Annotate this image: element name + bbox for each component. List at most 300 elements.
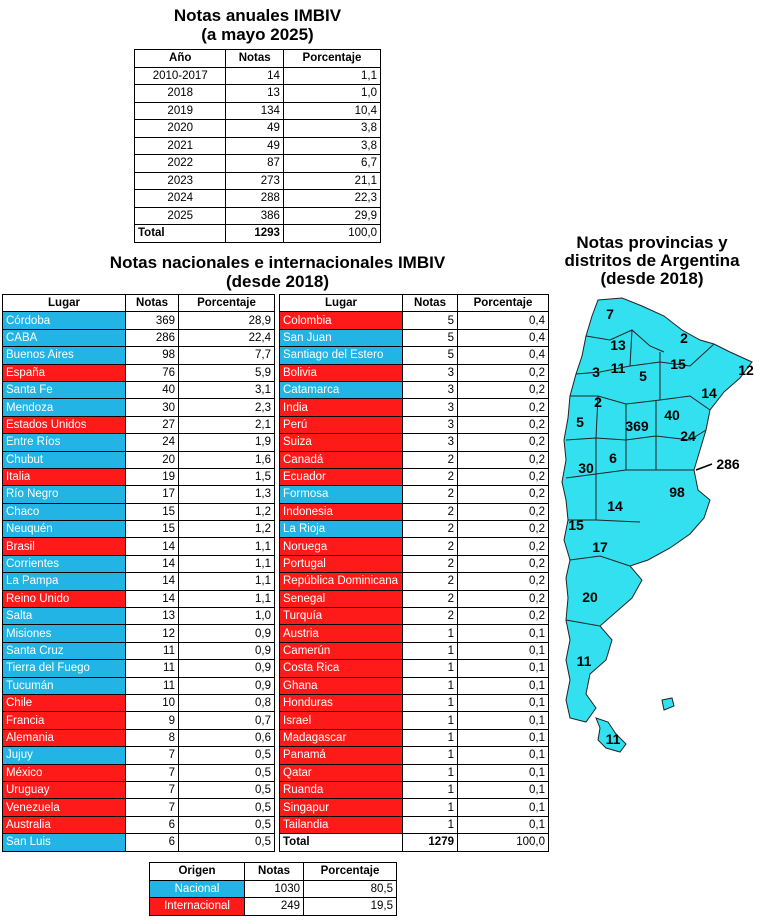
place-row bbox=[280, 503, 549, 520]
place-pct: 0,1 bbox=[458, 625, 549, 642]
place-notas: 2 bbox=[403, 573, 458, 590]
annual-pct: 29,9 bbox=[283, 207, 380, 225]
place-pct: 0,1 bbox=[458, 747, 549, 764]
place-notas: 2 bbox=[403, 608, 458, 625]
place-notas: 2 bbox=[403, 521, 458, 538]
place-pct: 1,0 bbox=[179, 608, 275, 625]
place-pct: 28,9 bbox=[179, 312, 275, 329]
map-title-line3: (desde 2018) bbox=[600, 269, 704, 288]
map-value-label: 30 bbox=[578, 460, 594, 476]
place-notas: 1 bbox=[403, 747, 458, 764]
place-notas: 40 bbox=[126, 381, 179, 398]
place-lugar: Tucumán bbox=[3, 677, 126, 694]
place-notas: 7 bbox=[126, 799, 179, 816]
annual-pct: 10,4 bbox=[283, 102, 380, 120]
col-notas: Notas bbox=[226, 50, 283, 68]
annual-notas: 13 bbox=[226, 85, 283, 103]
place-pct: 0,1 bbox=[458, 729, 549, 746]
malvinas-shape bbox=[662, 698, 674, 710]
place-row bbox=[3, 538, 275, 555]
place-row bbox=[280, 816, 549, 833]
place-pct: 1,2 bbox=[179, 503, 275, 520]
place-row bbox=[3, 642, 275, 659]
place-notas: 1 bbox=[403, 677, 458, 694]
place-row bbox=[3, 799, 275, 816]
col-porcentaje: Porcentaje bbox=[304, 863, 397, 881]
annual-pct: 1,1 bbox=[283, 67, 380, 85]
annual-pct: 6,7 bbox=[283, 155, 380, 173]
place-row bbox=[280, 347, 549, 364]
places-title-line2: (desde 2018) bbox=[226, 272, 329, 291]
place-row bbox=[3, 834, 275, 851]
place-row bbox=[280, 329, 549, 346]
map-title-line2: distritos de Argentina bbox=[564, 251, 740, 270]
place-notas: 3 bbox=[403, 416, 458, 433]
map-value-label: 5 bbox=[576, 414, 584, 430]
place-lugar: Tailandia bbox=[280, 816, 403, 833]
place-notas: 2 bbox=[403, 555, 458, 572]
place-lugar: Portugal bbox=[280, 555, 403, 572]
place-row bbox=[3, 451, 275, 468]
place-lugar: Corrientes bbox=[3, 555, 126, 572]
annual-notas: 87 bbox=[226, 155, 283, 173]
place-row bbox=[280, 781, 549, 798]
place-lugar: Panamá bbox=[280, 747, 403, 764]
place-row bbox=[3, 608, 275, 625]
place-lugar: Ghana bbox=[280, 677, 403, 694]
place-pct: 0,9 bbox=[179, 660, 275, 677]
origin-notas: 1030 bbox=[245, 880, 304, 898]
place-row bbox=[280, 590, 549, 607]
place-notas: 2 bbox=[403, 451, 458, 468]
annual-row bbox=[135, 85, 381, 103]
origin-label: Internacional bbox=[150, 898, 245, 916]
place-lugar: San Juan bbox=[280, 329, 403, 346]
place-row bbox=[280, 416, 549, 433]
annual-pct: 22,3 bbox=[283, 190, 380, 208]
annual-title bbox=[134, 6, 381, 44]
annual-pct: 3,8 bbox=[283, 137, 380, 155]
annual-notas: 134 bbox=[226, 102, 283, 120]
place-pct: 0,1 bbox=[458, 642, 549, 659]
col-porcentaje: Porcentaje bbox=[458, 295, 549, 312]
place-lugar: Formosa bbox=[280, 486, 403, 503]
place-pct: 0,2 bbox=[458, 503, 549, 520]
col-notas: Notas bbox=[403, 295, 458, 312]
place-row bbox=[3, 521, 275, 538]
place-lugar: Turquía bbox=[280, 608, 403, 625]
map-value-label: 40 bbox=[664, 407, 680, 423]
place-row bbox=[280, 399, 549, 416]
place-pct: 0,2 bbox=[458, 608, 549, 625]
place-notas: 1 bbox=[403, 660, 458, 677]
annual-anio: 2021 bbox=[135, 137, 226, 155]
place-lugar: Austria bbox=[280, 625, 403, 642]
annual-notas: 288 bbox=[226, 190, 283, 208]
place-notas: 1 bbox=[403, 642, 458, 659]
place-notas: 14 bbox=[126, 538, 179, 555]
place-lugar: Francia bbox=[3, 712, 126, 729]
map-value-label: 13 bbox=[610, 337, 626, 353]
col-lugar: Lugar bbox=[280, 295, 403, 312]
place-notas: 15 bbox=[126, 503, 179, 520]
place-notas: 14 bbox=[126, 555, 179, 572]
place-lugar: República Dominicana bbox=[280, 573, 403, 590]
place-lugar: Misiones bbox=[3, 625, 126, 642]
annual-row bbox=[135, 67, 381, 85]
map-value-label: 12 bbox=[738, 362, 754, 378]
places-table-left bbox=[2, 294, 275, 852]
map-value-label: 14 bbox=[607, 498, 623, 514]
map-value-label: 11 bbox=[605, 731, 621, 747]
map-value-label: 286 bbox=[716, 456, 740, 472]
place-lugar: Estados Unidos bbox=[3, 416, 126, 433]
place-pct: 1,1 bbox=[179, 590, 275, 607]
place-notas: 1 bbox=[403, 764, 458, 781]
place-pct: 0,1 bbox=[458, 816, 549, 833]
place-row bbox=[280, 434, 549, 451]
place-row bbox=[280, 381, 549, 398]
place-notas: 7 bbox=[126, 764, 179, 781]
map-value-label: 5 bbox=[639, 368, 647, 384]
place-lugar: Singapur bbox=[280, 799, 403, 816]
place-lugar: México bbox=[3, 764, 126, 781]
place-lugar: Israel bbox=[280, 712, 403, 729]
place-lugar: Reino Unido bbox=[3, 590, 126, 607]
place-row bbox=[280, 712, 549, 729]
place-pct: 0,1 bbox=[458, 781, 549, 798]
place-pct: 1,1 bbox=[179, 573, 275, 590]
place-pct: 0,2 bbox=[458, 364, 549, 381]
origin-pct: 80,5 bbox=[304, 880, 397, 898]
place-pct: 0,1 bbox=[458, 799, 549, 816]
place-pct: 5,9 bbox=[179, 364, 275, 381]
place-row bbox=[3, 434, 275, 451]
place-row bbox=[280, 538, 549, 555]
place-pct: 0,2 bbox=[458, 399, 549, 416]
map-value-label: 3 bbox=[592, 364, 600, 380]
place-notas: 3 bbox=[403, 399, 458, 416]
place-row bbox=[280, 312, 549, 329]
place-lugar: España bbox=[3, 364, 126, 381]
place-pct: 0,5 bbox=[179, 764, 275, 781]
place-row bbox=[3, 312, 275, 329]
place-row bbox=[3, 416, 275, 433]
places-table-right bbox=[279, 294, 549, 852]
annual-row bbox=[135, 172, 381, 190]
place-pct: 1,1 bbox=[179, 538, 275, 555]
place-lugar: Uruguay bbox=[3, 781, 126, 798]
caba-pointer-line bbox=[696, 464, 712, 470]
place-pct: 0,1 bbox=[458, 660, 549, 677]
annual-anio: 2010-2017 bbox=[135, 67, 226, 85]
place-lugar: Neuquén bbox=[3, 521, 126, 538]
place-lugar: Costa Rica bbox=[280, 660, 403, 677]
place-notas: 1 bbox=[403, 799, 458, 816]
place-lugar: La Rioja bbox=[280, 521, 403, 538]
place-row bbox=[280, 660, 549, 677]
place-pct: 0,5 bbox=[179, 781, 275, 798]
place-row bbox=[3, 729, 275, 746]
place-row bbox=[3, 347, 275, 364]
place-pct: 1,9 bbox=[179, 434, 275, 451]
col-notas: Notas bbox=[126, 295, 179, 312]
annual-anio: 2024 bbox=[135, 190, 226, 208]
place-pct: 0,9 bbox=[179, 677, 275, 694]
place-notas: 6 bbox=[126, 816, 179, 833]
place-notas: 1 bbox=[403, 712, 458, 729]
place-pct: 2,1 bbox=[179, 416, 275, 433]
origin-notas: 249 bbox=[245, 898, 304, 916]
place-notas: 27 bbox=[126, 416, 179, 433]
place-notas: 11 bbox=[126, 642, 179, 659]
map-value-label: 2 bbox=[680, 330, 688, 346]
place-row bbox=[3, 555, 275, 572]
place-lugar: Brasil bbox=[3, 538, 126, 555]
origin-header-row bbox=[150, 863, 397, 881]
place-row bbox=[280, 642, 549, 659]
origin-label: Nacional bbox=[150, 880, 245, 898]
annual-anio: 2020 bbox=[135, 120, 226, 138]
annual-row bbox=[135, 120, 381, 138]
place-lugar: Ecuador bbox=[280, 468, 403, 485]
place-lugar: CABA bbox=[3, 329, 126, 346]
map-value-label: 2 bbox=[594, 394, 602, 410]
place-lugar: Chaco bbox=[3, 503, 126, 520]
place-row bbox=[3, 364, 275, 381]
place-pct: 0,2 bbox=[458, 486, 549, 503]
place-lugar: Madagascar bbox=[280, 729, 403, 746]
place-notas: 1 bbox=[403, 816, 458, 833]
place-row bbox=[3, 486, 275, 503]
place-lugar: Senegal bbox=[280, 590, 403, 607]
col-porcentaje: Porcentaje bbox=[283, 50, 380, 68]
place-lugar: Perú bbox=[280, 416, 403, 433]
annual-total-row bbox=[135, 225, 381, 243]
place-row bbox=[3, 747, 275, 764]
places-total-pct: 100,0 bbox=[458, 834, 549, 851]
place-pct: 0,2 bbox=[458, 434, 549, 451]
place-row bbox=[280, 729, 549, 746]
place-pct: 1,6 bbox=[179, 451, 275, 468]
map-value-label: 15 bbox=[670, 356, 686, 372]
place-row bbox=[280, 677, 549, 694]
place-row bbox=[3, 816, 275, 833]
place-pct: 0,2 bbox=[458, 468, 549, 485]
place-notas: 17 bbox=[126, 486, 179, 503]
place-notas: 5 bbox=[403, 312, 458, 329]
place-pct: 0,1 bbox=[458, 694, 549, 711]
place-notas: 2 bbox=[403, 468, 458, 485]
place-row bbox=[280, 573, 549, 590]
map-value-label: 7 bbox=[606, 306, 614, 322]
map-value-label: 20 bbox=[582, 589, 598, 605]
place-notas: 1 bbox=[403, 729, 458, 746]
place-pct: 0,2 bbox=[458, 451, 549, 468]
place-lugar: Chubut bbox=[3, 451, 126, 468]
col-lugar: Lugar bbox=[3, 295, 126, 312]
place-lugar: Salta bbox=[3, 608, 126, 625]
place-row bbox=[280, 608, 549, 625]
place-lugar: Honduras bbox=[280, 694, 403, 711]
places-title-line1: Notas nacionales e internacionales IMBIV bbox=[109, 253, 446, 272]
place-lugar: Alemania bbox=[3, 729, 126, 746]
place-row bbox=[280, 364, 549, 381]
place-lugar: Canadá bbox=[280, 451, 403, 468]
place-notas: 7 bbox=[126, 747, 179, 764]
place-row bbox=[3, 590, 275, 607]
map-value-label: 15 bbox=[568, 517, 584, 533]
place-lugar: Venezuela bbox=[3, 799, 126, 816]
col-porcentaje: Porcentaje bbox=[179, 295, 275, 312]
place-notas: 2 bbox=[403, 486, 458, 503]
origin-row bbox=[150, 898, 397, 916]
place-notas: 13 bbox=[126, 608, 179, 625]
place-row bbox=[280, 521, 549, 538]
annual-total-notas: 1293 bbox=[226, 225, 283, 243]
map-value-label: 17 bbox=[592, 539, 608, 555]
annual-table bbox=[134, 49, 381, 243]
place-lugar: Ruanda bbox=[280, 781, 403, 798]
place-notas: 19 bbox=[126, 468, 179, 485]
places-total-row bbox=[280, 834, 549, 851]
place-pct: 0,2 bbox=[458, 538, 549, 555]
place-notas: 20 bbox=[126, 451, 179, 468]
annual-total-label: Total bbox=[135, 225, 226, 243]
place-pct: 0,2 bbox=[458, 590, 549, 607]
place-pct: 0,2 bbox=[458, 521, 549, 538]
annual-title-line1: Notas anuales IMBIV bbox=[173, 6, 342, 25]
place-lugar: La Pampa bbox=[3, 573, 126, 590]
place-pct: 7,7 bbox=[179, 347, 275, 364]
annual-anio: 2025 bbox=[135, 207, 226, 225]
annual-anio: 2019 bbox=[135, 102, 226, 120]
place-lugar: Santa Cruz bbox=[3, 642, 126, 659]
place-pct: 1,1 bbox=[179, 555, 275, 572]
place-pct: 0,1 bbox=[458, 677, 549, 694]
place-notas: 24 bbox=[126, 434, 179, 451]
place-row bbox=[3, 764, 275, 781]
map-value-label: 11 bbox=[576, 653, 592, 669]
annual-notas: 273 bbox=[226, 172, 283, 190]
place-notas: 14 bbox=[126, 573, 179, 590]
annual-pct: 3,8 bbox=[283, 120, 380, 138]
annual-notas: 49 bbox=[226, 120, 283, 138]
annual-row bbox=[135, 207, 381, 225]
annual-anio: 2018 bbox=[135, 85, 226, 103]
place-lugar: Río Negro bbox=[3, 486, 126, 503]
annual-anio: 2022 bbox=[135, 155, 226, 173]
place-row bbox=[3, 503, 275, 520]
place-pct: 0,7 bbox=[179, 712, 275, 729]
place-notas: 7 bbox=[126, 781, 179, 798]
place-pct: 0,2 bbox=[458, 416, 549, 433]
place-lugar: Catamarca bbox=[280, 381, 403, 398]
place-row bbox=[280, 451, 549, 468]
place-lugar: Chile bbox=[3, 694, 126, 711]
place-row bbox=[280, 625, 549, 642]
place-pct: 0,9 bbox=[179, 642, 275, 659]
place-pct: 0,1 bbox=[458, 712, 549, 729]
place-lugar: Qatar bbox=[280, 764, 403, 781]
place-row bbox=[3, 694, 275, 711]
map-value-label: 11 bbox=[610, 360, 626, 376]
place-pct: 0,5 bbox=[179, 747, 275, 764]
place-notas: 3 bbox=[403, 381, 458, 398]
place-notas: 10 bbox=[126, 694, 179, 711]
place-lugar: Mendoza bbox=[3, 399, 126, 416]
place-notas: 5 bbox=[403, 347, 458, 364]
place-row bbox=[280, 468, 549, 485]
place-notas: 3 bbox=[403, 364, 458, 381]
place-notas: 8 bbox=[126, 729, 179, 746]
place-pct: 0,6 bbox=[179, 729, 275, 746]
place-lugar: Santiago del Estero bbox=[280, 347, 403, 364]
place-pct: 0,4 bbox=[458, 347, 549, 364]
place-pct: 3,1 bbox=[179, 381, 275, 398]
place-lugar: Entre Ríos bbox=[3, 434, 126, 451]
place-row bbox=[3, 712, 275, 729]
place-lugar: Santa Fe bbox=[3, 381, 126, 398]
annual-row bbox=[135, 190, 381, 208]
place-row bbox=[3, 381, 275, 398]
place-notas: 2 bbox=[403, 503, 458, 520]
place-lugar: Tierra del Fuego bbox=[3, 660, 126, 677]
place-notas: 12 bbox=[126, 625, 179, 642]
place-notas: 76 bbox=[126, 364, 179, 381]
place-row bbox=[3, 781, 275, 798]
place-notas: 30 bbox=[126, 399, 179, 416]
place-pct: 0,5 bbox=[179, 834, 275, 851]
place-notas: 15 bbox=[126, 521, 179, 538]
place-row bbox=[3, 399, 275, 416]
annual-notas: 49 bbox=[226, 137, 283, 155]
place-pct: 0,5 bbox=[179, 799, 275, 816]
places-total-notas: 1279 bbox=[403, 834, 458, 851]
annual-title-line2: (a mayo 2025) bbox=[201, 25, 314, 44]
place-notas: 369 bbox=[126, 312, 179, 329]
map-value-label: 369 bbox=[625, 418, 649, 434]
places-title bbox=[30, 253, 525, 291]
place-notas: 11 bbox=[126, 677, 179, 694]
place-row bbox=[280, 694, 549, 711]
place-row bbox=[280, 555, 549, 572]
argentina-map bbox=[546, 296, 760, 756]
map-title-line1: Notas provincias y bbox=[576, 233, 728, 252]
annual-notas: 14 bbox=[226, 67, 283, 85]
annual-notas: 386 bbox=[226, 207, 283, 225]
map-value-label: 24 bbox=[680, 428, 696, 444]
place-lugar: Camerún bbox=[280, 642, 403, 659]
argentina-map-shapes bbox=[562, 298, 752, 752]
place-lugar: Bolivia bbox=[280, 364, 403, 381]
place-lugar: San Luis bbox=[3, 834, 126, 851]
place-notas: 1 bbox=[403, 625, 458, 642]
place-lugar: Italia bbox=[3, 468, 126, 485]
place-pct: 0,1 bbox=[458, 764, 549, 781]
annual-row bbox=[135, 137, 381, 155]
map-value-label: 6 bbox=[609, 450, 617, 466]
place-lugar: Colombia bbox=[280, 312, 403, 329]
place-pct: 0,2 bbox=[458, 381, 549, 398]
annual-pct: 1,0 bbox=[283, 85, 380, 103]
map-value-label: 14 bbox=[701, 385, 717, 401]
place-pct: 0,8 bbox=[179, 694, 275, 711]
place-pct: 2,3 bbox=[179, 399, 275, 416]
place-pct: 22,4 bbox=[179, 329, 275, 346]
place-notas: 3 bbox=[403, 434, 458, 451]
place-pct: 1,3 bbox=[179, 486, 275, 503]
